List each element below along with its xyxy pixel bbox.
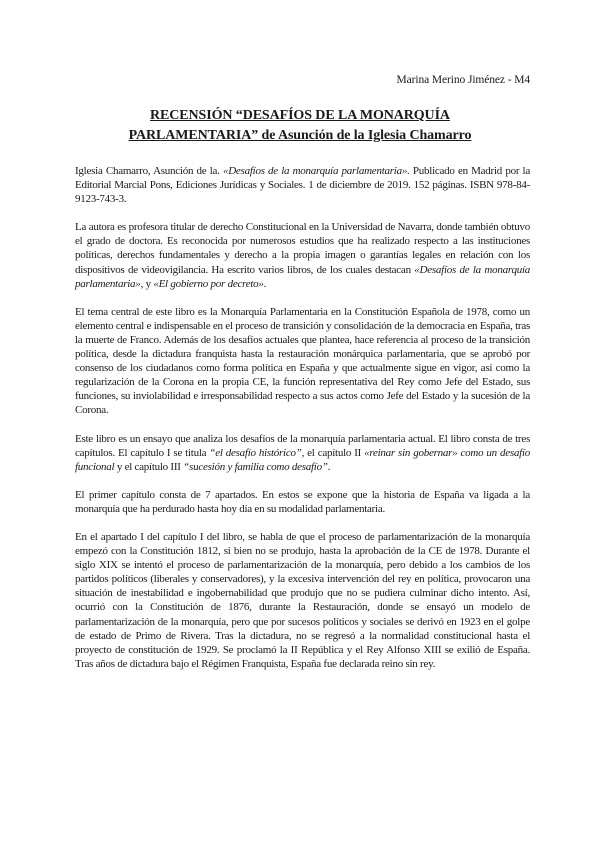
citation-text: Iglesia Chamarro, Asunción de la.	[75, 165, 223, 177]
chapter-paragraph: El primer capítulo consta de 7 apartados. En estos se expone que la historia de España va ligada a la monarquía que ha perdurado hasta hoy día en su modalidad parlamentaria.	[75, 488, 530, 515]
essay-text-1: Este libro es un ensayo que analiza los desafíos de la monarquía parlamentaria actual. El libro consta de tres capítulos. El capítulo I se titula	[75, 432, 530, 459]
paragraph-end: .	[327, 460, 331, 473]
essay-text-2: el capítulo II	[304, 446, 365, 459]
paragraph-end: .	[263, 277, 267, 290]
document-body	[75, 164, 530, 685]
chapter-1-title: “el desafío histórico”,	[209, 446, 305, 459]
book-title-2: «El gobierno por decreto»	[153, 277, 264, 290]
theme-paragraph: El tema central de este libro es la Monarquía Parlamentaria en la Constitución Española de 1978, como un elemento central e indispensable en el proceso de transición y consolidación de la democracia en España, tras la muerte de Franco. Además de los desafíos actuales que plantea, hace referencia al proceso de la transición política, desde la dictadura franquista hasta la restauración monárquica parlamentaria, que se aprobó por consenso de los ciudadanos como forma política en España y que actualmente sigue en vigor, así como la regularización de la Corona en la propia CE, la función representativa del Rey como Jefe del Estado, sus funciones, su inviolabilidad e irresponsabilidad respecto a sus actos como Jefe del Estado y la sucesión de la Corona.	[75, 305, 530, 417]
history-paragraph: En el apartado I del capítulo I del libro, se habla de que el proceso de parlamentarización de la monarquía empezó con la Constitución 1812, si bien no se produjo, hasta la aprobación de la CE de 1978. Durante el siglo XIX se intentó el proceso de parlamentarización de la monarquía, pero debido a los cambios de los partidos políticos (liberales y conservadores), y la excesiva intervención del rey en política, provocaron una situación de inestabilidad e ingobernabilidad que produjo que no se pudiera culminar dicho intento. Así, ocurrió con la Constitución de 1876, durante la Restauración, donde se ensayó un modelo de parlamentarización de la monarquía, pero que por sucesos políticos y sociales se derivó en 1923 en el golpe de estado de Primo de Rivera. Tras la dictadura, no se regresó a la normalidad constitucional hasta el proyecto de constitución de 1929. Se proclamó la II República y el Rey Alfonso XIII se exilió de España. Tras años de dictadura bajo el Régimen Franquista, España fue declarada reino sin rey.	[75, 530, 530, 670]
author-paragraph	[75, 220, 530, 290]
chapter-3-title: “sucesión y familia como desafío”	[183, 460, 328, 473]
author-bio: La autora es profesora titular de derecho Constitucional en la Universidad de Navarra, donde también obtuvo el grado de doctora. Es reconocida por numerosos estudios que ha realizado respecto a las instituciones políticas, derechos fundamentales y derecho a la propia imagen o garantías legales en relación con los dispositivos de videovigilancia. Ha escrito varios libros, de los cuales destacan	[75, 221, 530, 276]
book-title-1: «Desafíos de la monarquía parlamentaria»	[75, 263, 531, 290]
title-line-2: PARLAMENTARIA” de Asunción de la Iglesia Chamarro	[128, 128, 472, 143]
document-title	[70, 106, 530, 146]
title-line-1: RECENSIÓN “DESAFÍOS DE LA MONARQUÍA	[150, 108, 450, 123]
citation-details: Publicado en Madrid por la Editorial Marcial Pons, Ediciones Jurídicas y Sociales. 1 de diciembre de 2019. 152 páginas. ISBN 978-84-9123-743-3.	[75, 165, 530, 206]
essay-text-3: y el capítulo III	[114, 460, 184, 473]
book-separator: , y	[140, 277, 154, 290]
citation-book-title: «Desafíos de la monarquía parlamentaria».	[222, 165, 410, 177]
chapter-2-title: «reinar sin gobernar» como un desafío funcional	[75, 446, 531, 473]
author-header: Marina Merino Jiménez - M4	[396, 74, 530, 86]
citation-paragraph	[75, 164, 530, 206]
essay-paragraph	[75, 432, 530, 474]
